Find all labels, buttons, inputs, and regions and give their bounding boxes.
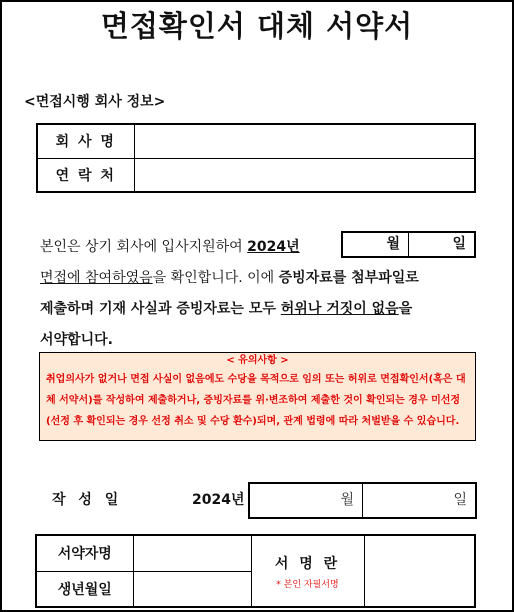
interview-day-field[interactable]: 일 — [452, 236, 466, 252]
company-name-label: 회 사 명 — [37, 124, 134, 158]
notice-box — [39, 352, 476, 441]
statement-participated: 면접에 참여하였음 — [40, 270, 153, 286]
interview-date-box[interactable] — [341, 231, 476, 258]
notice-title: < 유의사항 > — [226, 355, 289, 366]
signature-note: * 본인 자필서명 — [276, 579, 339, 590]
table-row — [37, 158, 475, 192]
written-day-field[interactable]: 일 — [453, 492, 467, 508]
statement-line-2 — [40, 263, 480, 294]
signer-name-field[interactable] — [133, 535, 251, 571]
statement-text: 서약합니다. — [40, 332, 113, 348]
notice-body: 취업의사가 없거나 면접 사실이 없음에도 수당을 목적으로 임의 또는 허위로 면접확인서(혹은 대체 서약서)를 작성하여 제출하거나, 증빙자료를 위·변조하여 제출한 것이 확인되는 경우 미선정(선정 후 확인되는 경우 선정 취소 및 수당 환수)되며, 관계 법령에 따라 처벌받을 수 있습니다. — [46, 374, 466, 427]
written-date-label: 작 성 일 — [52, 492, 123, 508]
interview-month-field[interactable]: 월 — [343, 233, 409, 256]
statement-year: 2024년 — [247, 239, 300, 255]
signer-table — [35, 534, 476, 608]
statement-text: 제출하며 기재 사실과 증빙자료는 모두 — [40, 301, 281, 317]
statement-line-3 — [40, 294, 480, 325]
company-section-label: <면접시행 회사 정보> — [24, 94, 166, 110]
contact-field[interactable] — [134, 158, 475, 192]
birth-date-label: 생년월일 — [36, 571, 133, 607]
signature-label: 서 명 란 — [274, 555, 341, 572]
statement-text: 을 — [398, 301, 413, 317]
signer-name-label: 서약자명 — [36, 535, 133, 571]
company-info-table — [36, 123, 476, 193]
statement-text: 을 확인합니다. 이에 — [152, 270, 279, 286]
written-month-field[interactable]: 월 — [250, 484, 363, 517]
document-title: 면접확인서 대체 서약서 — [100, 9, 414, 43]
contact-label: 연 락 처 — [37, 158, 134, 192]
table-row — [37, 124, 475, 158]
statement-evidence: 증빙자료를 첨부파일로 — [278, 270, 419, 286]
birth-date-field[interactable] — [133, 571, 251, 607]
signature-label-cell — [251, 535, 364, 607]
written-year: 2024년 — [192, 492, 245, 508]
written-date-box[interactable] — [248, 482, 477, 519]
statement-no-false: 허위나 거짓이 없음 — [280, 301, 399, 317]
table-row — [36, 535, 475, 571]
signature-field[interactable] — [364, 535, 475, 607]
statement-text: 본인은 상기 회사에 입사지원하여 — [40, 239, 248, 255]
company-name-field[interactable] — [134, 124, 475, 158]
